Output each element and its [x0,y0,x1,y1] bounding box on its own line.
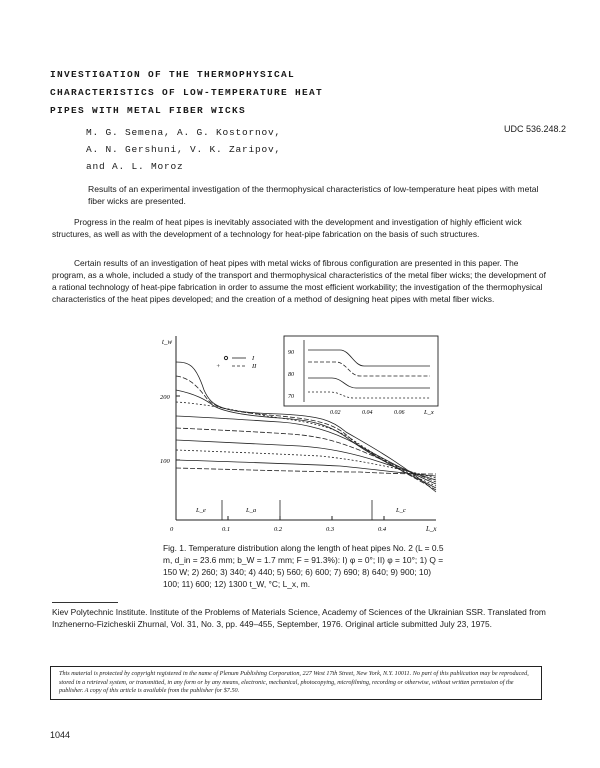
copyright-notice: This material is protected by copyright registered in the name of Plenum Publishing Corporation, 227 West 17th Street, New York, N.Y. 10011. No part of this publication may be reproduced, stored in a retrieval system, or transmitted, in any form or by any means, electronic, mechanical, photocopying, microfilming, recording or otherwise, without written permission of the publisher. A copy of this article is available from the publisher for $7.50. [50,666,542,700]
inset-y-tick: 90 [288,350,294,356]
legend-label-2: II [252,363,257,370]
x-tick-label: 0.1 [222,526,231,533]
x-tick-label: 0.2 [274,526,283,533]
figure-graphic [160,332,452,540]
authors-line-2: A. N. Gershuni, V. K. Zaripov, [86,144,282,155]
inset-frame [284,336,438,406]
page-number: 1044 [50,730,71,740]
x-tick-label: 0 [170,526,174,533]
title-line-3: PIPES WITH METAL FIBER WICKS [50,105,247,116]
authors-line-3: and A. L. Moroz [86,161,184,172]
zone-label-condenser: L_c [396,507,406,514]
body-paragraph-2: Certain results of an investigation of heat pipes with metal wicks of fibrous configuration are presented in this paper. The program, as a whole, included a study of the transport and thermophysical characteristics of the metal fiber wicks; the development of a rational technology of heat-pipe fabrication in order to assume the most efficient workability; the investigation of the thermophysical characteristics of the heat pipes developed; and the creation of a method of designing heat pipes with metal fiber wicks. [52,258,546,304]
author-list [86,124,386,175]
article-title [50,66,430,120]
zone-label-evaporator: L_e [196,507,206,514]
temperature-figure [160,332,452,540]
legend-symbol-2: + [216,363,221,370]
inset-x-tick: 0.06 [394,410,405,416]
title-line-1: INVESTIGATION OF THE THERMOPHYSICAL [50,69,296,80]
inset-x-tick: 0.02 [330,410,341,416]
authors-line-1: M. G. Semena, A. G. Kostornov, [86,127,282,138]
figure-caption: Fig. 1. Temperature distribution along the length of heat pipes No. 2 (L = 0.5 m, d_in = 23.6 mm; b_W = 1.7 mm; F = 91.3%): I) φ = 0°; II) φ = 10°; 1) Q = 150 W; 2) 260; 3) 340; 4) 440; 5) 560; 6) 600; 7) 690; 8) 640; 9) 900; 10) 100; 11) 600; 12) 1300 t_W, °C; L_x, m. [163,543,444,589]
y-tick-label: 200 [160,394,170,401]
udc-code: UDC 536.248.2 [503,124,566,134]
x-axis-label: L_x [426,525,437,533]
legend-marker-1 [224,356,227,359]
inset-y-tick: 70 [288,394,294,400]
x-tick-label: 0.3 [326,526,335,533]
footnote [52,602,552,630]
y-tick-label: 100 [160,458,170,465]
inset-x-tick: 0.04 [362,410,373,416]
abstract: Results of an experimental investigation of the thermophysical characteristics of low-temperature heat pipes with metal fiber wicks are presented. [88,184,539,206]
footnote-text: Kiev Polytechnic Institute. Institute of the Problems of Materials Science, Academy of Sciences of the Ukrainian SSR. Translated from Inzhenerno-Fizicheskii Zhurnal, Vol. 31, No. 3, pp. 449–455, September, 1976. Original article submitted July 23, 1975. [52,607,546,629]
zone-label-adiabatic: L_a [246,507,257,514]
y-axis-label: t_w [162,338,173,346]
inset-x-label: L_x [424,409,434,416]
legend-label-1: I [252,355,255,362]
x-tick-label: 0.4 [378,526,387,533]
curve-3 [176,468,436,474]
inset-y-tick: 80 [288,372,294,378]
title-line-2: CHARACTERISTICS OF LOW-TEMPERATURE HEAT [50,87,324,98]
body-paragraph-1: Progress in the realm of heat pipes is inevitably associated with the development and investigation of highly efficient wick structures, as well as with the development of a technology for heat-pipe fabrication on the basis of such structures. [52,217,522,239]
curve-6 [176,440,436,480]
footnote-rule [52,602,118,603]
